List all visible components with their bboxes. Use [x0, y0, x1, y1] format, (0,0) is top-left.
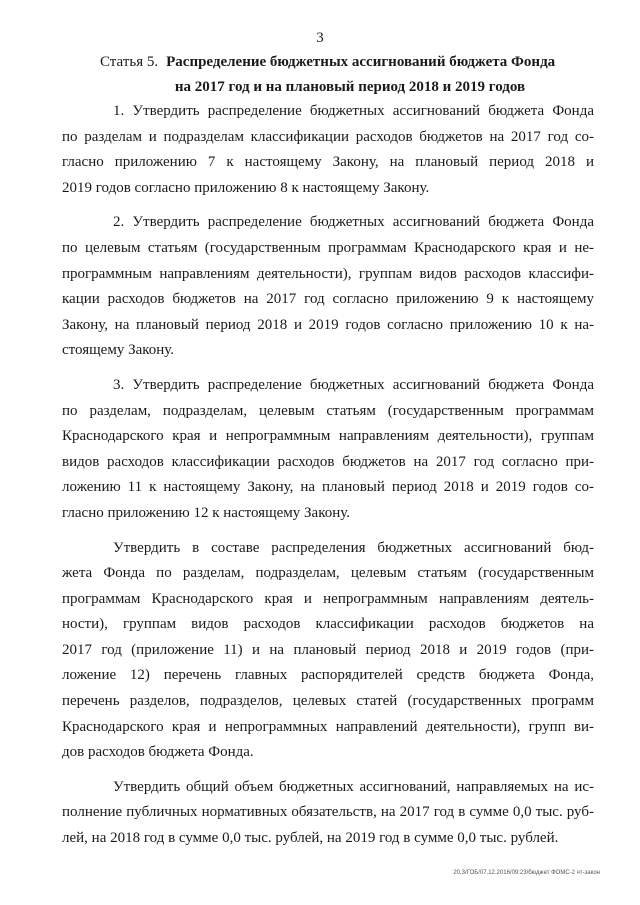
- footer-stamp: 20.3/ГОБ/07.12.2016/09:23/бюджет ФОМС-2 чт-закон: [453, 870, 600, 876]
- paragraph-line: Утвердить в составе распределения бюджетных ассигнований бюд-: [113, 539, 594, 556]
- paragraph-line: лей, на 2018 год в сумме 0,0 тыс. рублей, на 2019 год в сумме 0,0 тыс. рублей.: [62, 830, 559, 847]
- page-number: 3: [316, 30, 324, 46]
- paragraph-3: [62, 373, 594, 527]
- paragraph-line: Краснодарского края и непрограммным направлениям деятельности), группам: [62, 428, 594, 445]
- article-heading: [100, 50, 600, 100]
- paragraph-line: перечень разделов, подразделов, целевых статей (государственных программ: [62, 693, 594, 710]
- paragraph-line: жета Фонда по разделам, подразделам, целевым статьям (государственным: [62, 565, 594, 582]
- paragraph-line: гласно приложению 12 к настоящему Закону.: [62, 504, 350, 521]
- article-title-line-1: Распределение бюджетных ассигнований бюджета Фонда: [166, 54, 556, 70]
- paragraph-line: программным направлениям деятельности), группам видов расходов классифи-: [62, 265, 594, 282]
- paragraph-line: гласно приложению 7 к настоящему Закону, на плановый период 2018 и: [62, 154, 594, 171]
- article-label: Статья 5.: [100, 54, 159, 70]
- paragraph-line: дов расходов бюджета Фонда.: [62, 744, 254, 761]
- paragraph-5: [62, 775, 594, 852]
- paragraph-line: стоящему Закону.: [62, 342, 175, 359]
- paragraph-line: кации расходов бюджетов на 2017 год согласно приложению 9 к настоящему: [62, 291, 594, 308]
- paragraph-line: полнение публичных нормативных обязательств, на 2017 год в сумме 0,0 тыс. руб-: [62, 804, 594, 821]
- article-title-line-2: на 2017 год и на плановый период 2018 и 2019 годов: [174, 79, 526, 95]
- heading-line-1: [100, 50, 600, 75]
- paragraph-1: [62, 99, 594, 201]
- paragraph-line: по целевым статьям (государственным программам Краснодарского края и не-: [62, 239, 594, 256]
- paragraph-line: Закону, на плановый период 2018 и 2019 годов согласно приложению 10 к на-: [62, 316, 594, 333]
- paragraph-line: видов расходов классификации расходов бюджетов на 2017 год согласно при-: [62, 453, 594, 470]
- article-body: [62, 99, 594, 852]
- paragraph-line: 2017 год (приложение 11) и на плановый период 2018 и 2019 годов (при-: [62, 641, 594, 658]
- paragraph-4: [62, 536, 594, 766]
- paragraph-line: 1. Утвердить распределение бюджетных ассигнований бюджета Фонда: [113, 103, 594, 119]
- paragraph-line: ности), группам видов расходов классификации расходов бюджетов на: [62, 616, 594, 633]
- paragraph-line: ложение 12) перечень главных распорядителей средств бюджета Фонда,: [62, 667, 594, 684]
- paragraph-line: по разделам и подразделам классификации расходов бюджетов на 2017 год со-: [62, 128, 594, 145]
- paragraph-2: [62, 210, 594, 364]
- paragraph-line: Утвердить общий объем бюджетных ассигнований, направляемых на ис-: [113, 778, 594, 795]
- paragraph-line: 3. Утвердить распределение бюджетных ассигнований бюджета Фонда: [113, 376, 594, 393]
- paragraph-line: по разделам, подразделам, целевым статьям (государственным программам: [62, 402, 594, 419]
- paragraph-line: программам Краснодарского края и непрограммным направлениям деятель-: [62, 590, 594, 607]
- paragraph-line: 2. Утвердить распределение бюджетных ассигнований бюджета Фонда: [113, 214, 594, 231]
- paragraph-line: ложению 11 к настоящему Закону, на плановый период 2018 и 2019 годов со-: [62, 479, 594, 496]
- paragraph-line: 2019 годов согласно приложению 8 к настоящему Закону.: [62, 179, 430, 196]
- paragraph-line: Краснодарского края и непрограммных направлений деятельности), групп ви-: [62, 718, 594, 735]
